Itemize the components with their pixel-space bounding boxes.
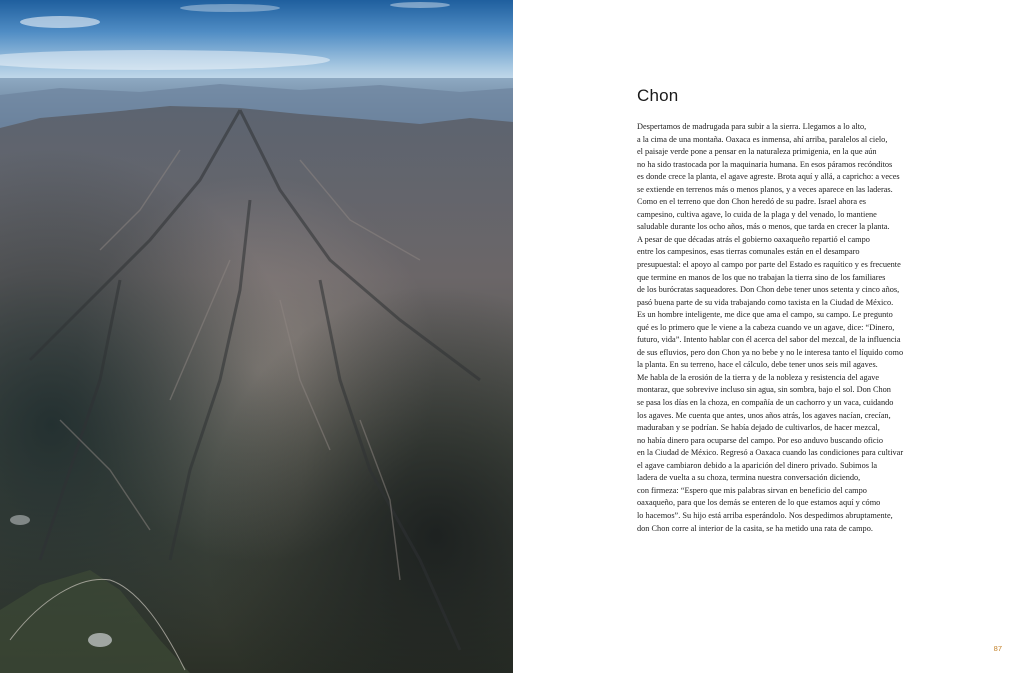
body-line: lo hacemos”. Su hijo está arriba esperándolo. Nos despedimos abruptamente,: [637, 510, 893, 520]
body-line: Despertamos de madrugada para subir a la sierra. Llegamos a lo alto,: [637, 122, 867, 131]
body-line: Es un hombre inteligente, me dice que ama el campo, su campo. Le pregunto: [637, 310, 893, 320]
body-line: el paisaje verde pone a pensar en la naturaleza primigenia, en la que aún: [637, 147, 877, 157]
body-line: montaraz, que sobrevive incluso sin agua, sin sombra, bajo el sol. Don Chon: [637, 385, 891, 395]
body-line: no había dinero para ocuparse del campo. Por eso anduvo buscando oficio: [637, 435, 884, 445]
body-line: A pesar de que décadas atrás el gobierno oaxaqueño repartió el campo: [637, 234, 870, 244]
body-line: oaxaqueño, para que los demás se enteren de lo que estamos aquí y cómo: [637, 498, 881, 508]
body-line: a la cima de una montaña. Oaxaca es inmensa, ahí arriba, paralelos al cielo,: [637, 134, 888, 144]
body-line: de sus efluvios, pero don Chon ya no bebe y no le interesa tanto el líquido como: [637, 347, 904, 357]
body-line: qué es lo primero que le viene a la cabeza cuando ve un agave, dice: “Dinero,: [637, 322, 895, 332]
body-line: el agave cambiaron debido a la aparición del dinero privado. Subimos la: [637, 460, 878, 470]
body-line: la planta. En su terreno, hace el cálculo, debe tener unos seis mil agaves.: [637, 360, 878, 370]
body-line: maduraban y se podrían. Se había dejado de cultivarlos, de hacer mezcal,: [637, 423, 880, 433]
body-line: ladera de vuelta a su choza, termina nuestra conversación diciendo,: [637, 473, 861, 483]
body-line: saludable durante los ocho años, más o menos, que tarda en crecer la planta.: [637, 222, 890, 232]
body-line: se extiende en terrenos más o menos planos, y a veces aparece en las laderas.: [637, 184, 893, 194]
body-line: Como en el terreno que don Chon heredó de su padre. Israel ahora es: [637, 197, 867, 207]
body-line: que termine en manos de los que no trabajan la tierra sino de los familiares: [637, 272, 886, 282]
text-page: [513, 0, 1024, 673]
article-title: Chon: [637, 86, 679, 105]
article-body: [637, 121, 927, 535]
body-line: campesino, cultiva agave, lo cuida de la plaga y del venado, lo mantiene: [637, 209, 877, 219]
page-number: 87: [993, 644, 1002, 653]
body-line: con firmeza: “Espero que mis palabras sirvan en beneficio del campo: [637, 485, 867, 495]
body-line: presupuestal: el apoyo al campo por parte del Estado es raquítico y es frecuente: [637, 260, 901, 270]
body-line: en la Ciudad de México. Regresó a Oaxaca cuando las condiciones para cultivar: [637, 448, 904, 458]
body-line: los agaves. Me cuenta que antes, unos años atrás, los agaves nacían, crecían,: [637, 410, 891, 420]
body-line: futuro, vida”. Intento hablar con él acerca del sabor del mezcal, de la influencia: [637, 335, 901, 345]
body-line: entre los campesinos, esas tierras comunales están en el desamparo: [637, 247, 860, 257]
body-line: de los burócratas saqueadores. Don Chon debe tener unos setenta y cinco años,: [637, 285, 900, 295]
body-line: pasó buena parte de su vida trabajando como taxista en la Ciudad de México.: [637, 297, 894, 307]
body-line: no ha sido trastocada por la maquinaria humana. En esos páramos recónditos: [637, 159, 893, 169]
body-line: Me habla de la erosión de la tierra y de la nobleza y resistencia del agave: [637, 372, 880, 382]
body-line: se pasa los días en la choza, en compañía de un cachorro y un vaca, cuidando: [637, 398, 894, 408]
body-line: es donde crece la planta, el agave agreste. Brota aquí y allá, a capricho: a veces: [637, 172, 900, 182]
body-line: don Chon corre al interior de la casita, se ha metido una rata de campo.: [637, 523, 873, 533]
